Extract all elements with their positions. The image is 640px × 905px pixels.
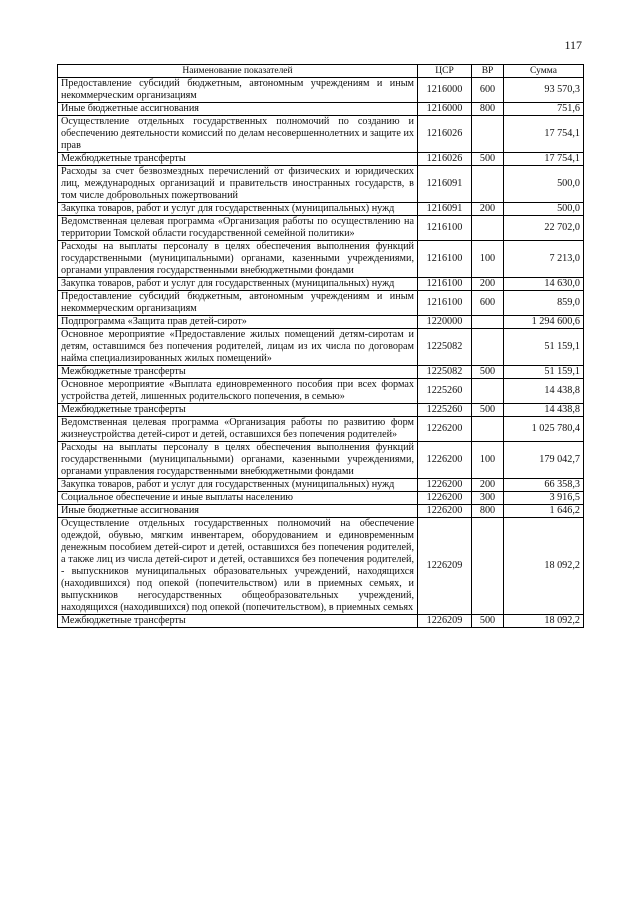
row-name: Осуществление отдельных государственных полномочий на обеспечение одеждой, обувью, мягким инвентарем, оборудованием и единовременным денежным пособием детей-сирот и детей, оставшихся без попечения родителей, а также лиц из числа детей-сирот и детей, оставшихся без попечения родителей, - выпускников муниципальных образовательных учреждений, находящихся (находившихся) под опекой (попечительством) или в приемных семьях, и выпускников негосударственных общеобразовательных учреждений, находящихся (находившихся) под опекой (попечительством), в приемных семьях — [58, 518, 418, 615]
row-csr: 1216100 — [418, 291, 472, 316]
row-name: Основное мероприятие «Выплата единовременного пособия при всех формах устройства детей, лишенных родительского попечения, в семью» — [58, 379, 418, 404]
row-sum: 7 213,0 — [504, 241, 584, 278]
row-vr: 600 — [472, 78, 504, 103]
table-row — [58, 216, 584, 241]
row-csr: 1226209 — [418, 615, 472, 628]
row-csr: 1216000 — [418, 78, 472, 103]
table-row — [58, 492, 584, 505]
page-number: 117 — [564, 38, 582, 52]
row-vr — [472, 518, 504, 615]
row-csr: 1216000 — [418, 103, 472, 116]
row-vr: 800 — [472, 505, 504, 518]
row-csr: 1216100 — [418, 241, 472, 278]
table-row — [58, 153, 584, 166]
header-sum: Сумма — [504, 65, 584, 78]
table-row — [58, 479, 584, 492]
row-vr: 500 — [472, 153, 504, 166]
row-vr: 100 — [472, 442, 504, 479]
row-name: Расходы за счет безвозмездных перечислений от физических и юридических лиц, международных организаций и правительств иностранных государств, в том числе добровольных пожертвований — [58, 166, 418, 203]
row-sum: 1 025 780,4 — [504, 417, 584, 442]
row-sum: 18 092,2 — [504, 518, 584, 615]
row-vr: 500 — [472, 404, 504, 417]
table-row — [58, 615, 584, 628]
table-row — [58, 442, 584, 479]
header-vr: ВР — [472, 65, 504, 78]
row-vr — [472, 379, 504, 404]
row-sum: 500,0 — [504, 203, 584, 216]
row-sum: 18 092,2 — [504, 615, 584, 628]
row-name: Межбюджетные трансферты — [58, 404, 418, 417]
row-name: Иные бюджетные ассигнования — [58, 103, 418, 116]
row-vr: 300 — [472, 492, 504, 505]
row-csr: 1226200 — [418, 442, 472, 479]
table-body — [58, 78, 584, 628]
row-sum: 22 702,0 — [504, 216, 584, 241]
row-sum: 1 294 600,6 — [504, 316, 584, 329]
row-name: Расходы на выплаты персоналу в целях обеспечения выполнения функций государственными (муниципальными) органами, казенными учреждениями, органами управления государственными внебюджетными фондами — [58, 241, 418, 278]
row-sum: 66 358,3 — [504, 479, 584, 492]
row-csr: 1225260 — [418, 404, 472, 417]
row-vr — [472, 116, 504, 153]
row-sum: 93 570,3 — [504, 78, 584, 103]
row-sum: 500,0 — [504, 166, 584, 203]
row-name: Закупка товаров, работ и услуг для государственных (муниципальных) нужд — [58, 203, 418, 216]
row-csr: 1226200 — [418, 505, 472, 518]
row-name: Подпрограмма «Защита прав детей-сирот» — [58, 316, 418, 329]
table-row — [58, 404, 584, 417]
row-vr: 600 — [472, 291, 504, 316]
row-name: Межбюджетные трансферты — [58, 153, 418, 166]
header-csr: ЦСР — [418, 65, 472, 78]
row-vr — [472, 417, 504, 442]
row-name: Межбюджетные трансферты — [58, 615, 418, 628]
row-csr: 1225082 — [418, 329, 472, 366]
row-vr — [472, 216, 504, 241]
row-vr: 800 — [472, 103, 504, 116]
row-sum: 14 438,8 — [504, 404, 584, 417]
row-vr — [472, 166, 504, 203]
row-csr: 1216100 — [418, 278, 472, 291]
row-name: Закупка товаров, работ и услуг для государственных (муниципальных) нужд — [58, 479, 418, 492]
header-name: Наименование показателей — [58, 65, 418, 78]
row-vr: 200 — [472, 479, 504, 492]
table-row — [58, 166, 584, 203]
row-name: Основное мероприятие «Предоставление жилых помещений детям-сиротам и детям, оставшимся без попечения родителей, лицам из их числа по договорам найма специализированных жилых помещений» — [58, 329, 418, 366]
row-sum: 3 916,5 — [504, 492, 584, 505]
row-sum: 859,0 — [504, 291, 584, 316]
table-row — [58, 278, 584, 291]
row-sum: 51 159,1 — [504, 366, 584, 379]
table-row — [58, 329, 584, 366]
row-csr: 1226200 — [418, 492, 472, 505]
row-name: Предоставление субсидий бюджетным, автономным учреждениям и иным некоммерческим организациям — [58, 78, 418, 103]
row-name: Осуществление отдельных государственных полномочий по созданию и обеспечению деятельности комиссий по делам несовершеннолетних и защите их прав — [58, 116, 418, 153]
row-name: Социальное обеспечение и иные выплаты населению — [58, 492, 418, 505]
table-row — [58, 291, 584, 316]
row-vr: 500 — [472, 615, 504, 628]
row-csr: 1216091 — [418, 203, 472, 216]
budget-table — [57, 64, 584, 628]
row-sum: 17 754,1 — [504, 153, 584, 166]
table-header-row — [58, 65, 584, 78]
row-vr: 200 — [472, 278, 504, 291]
table-row — [58, 417, 584, 442]
row-csr: 1220000 — [418, 316, 472, 329]
table-row — [58, 116, 584, 153]
row-name: Ведомственная целевая программа «Организация работы по развитию форм жизнеустройства детей-сирот и детей, оставшихся без попечения родителей» — [58, 417, 418, 442]
table-row — [58, 78, 584, 103]
row-csr: 1225082 — [418, 366, 472, 379]
row-sum: 17 754,1 — [504, 116, 584, 153]
row-csr: 1226200 — [418, 417, 472, 442]
table-row — [58, 203, 584, 216]
row-name: Расходы на выплаты персоналу в целях обеспечения выполнения функций государственными (муниципальными) органами, казенными учреждениями, органами управления государственными внебюджетными фондами — [58, 442, 418, 479]
row-sum: 1 646,2 — [504, 505, 584, 518]
row-vr — [472, 316, 504, 329]
table-row — [58, 518, 584, 615]
row-csr: 1216026 — [418, 116, 472, 153]
table-row — [58, 505, 584, 518]
row-sum: 751,6 — [504, 103, 584, 116]
row-sum: 14 630,0 — [504, 278, 584, 291]
row-name: Предоставление субсидий бюджетным, автономным учреждениям и иным некоммерческим организациям — [58, 291, 418, 316]
row-name: Закупка товаров, работ и услуг для государственных (муниципальных) нужд — [58, 278, 418, 291]
row-csr: 1225260 — [418, 379, 472, 404]
row-sum: 179 042,7 — [504, 442, 584, 479]
row-vr: 100 — [472, 241, 504, 278]
row-csr: 1226200 — [418, 479, 472, 492]
row-name: Иные бюджетные ассигнования — [58, 505, 418, 518]
row-sum: 14 438,8 — [504, 379, 584, 404]
table-row — [58, 241, 584, 278]
row-vr: 500 — [472, 366, 504, 379]
table-row — [58, 316, 584, 329]
row-sum: 51 159,1 — [504, 329, 584, 366]
row-csr: 1216100 — [418, 216, 472, 241]
row-name: Ведомственная целевая программа «Организация работы по осуществлению на территории Томской области государственной семейной политики» — [58, 216, 418, 241]
table-row — [58, 379, 584, 404]
row-vr — [472, 329, 504, 366]
table-row — [58, 103, 584, 116]
row-csr: 1226209 — [418, 518, 472, 615]
row-vr: 200 — [472, 203, 504, 216]
row-csr: 1216091 — [418, 166, 472, 203]
row-csr: 1216026 — [418, 153, 472, 166]
row-name: Межбюджетные трансферты — [58, 366, 418, 379]
table-row — [58, 366, 584, 379]
